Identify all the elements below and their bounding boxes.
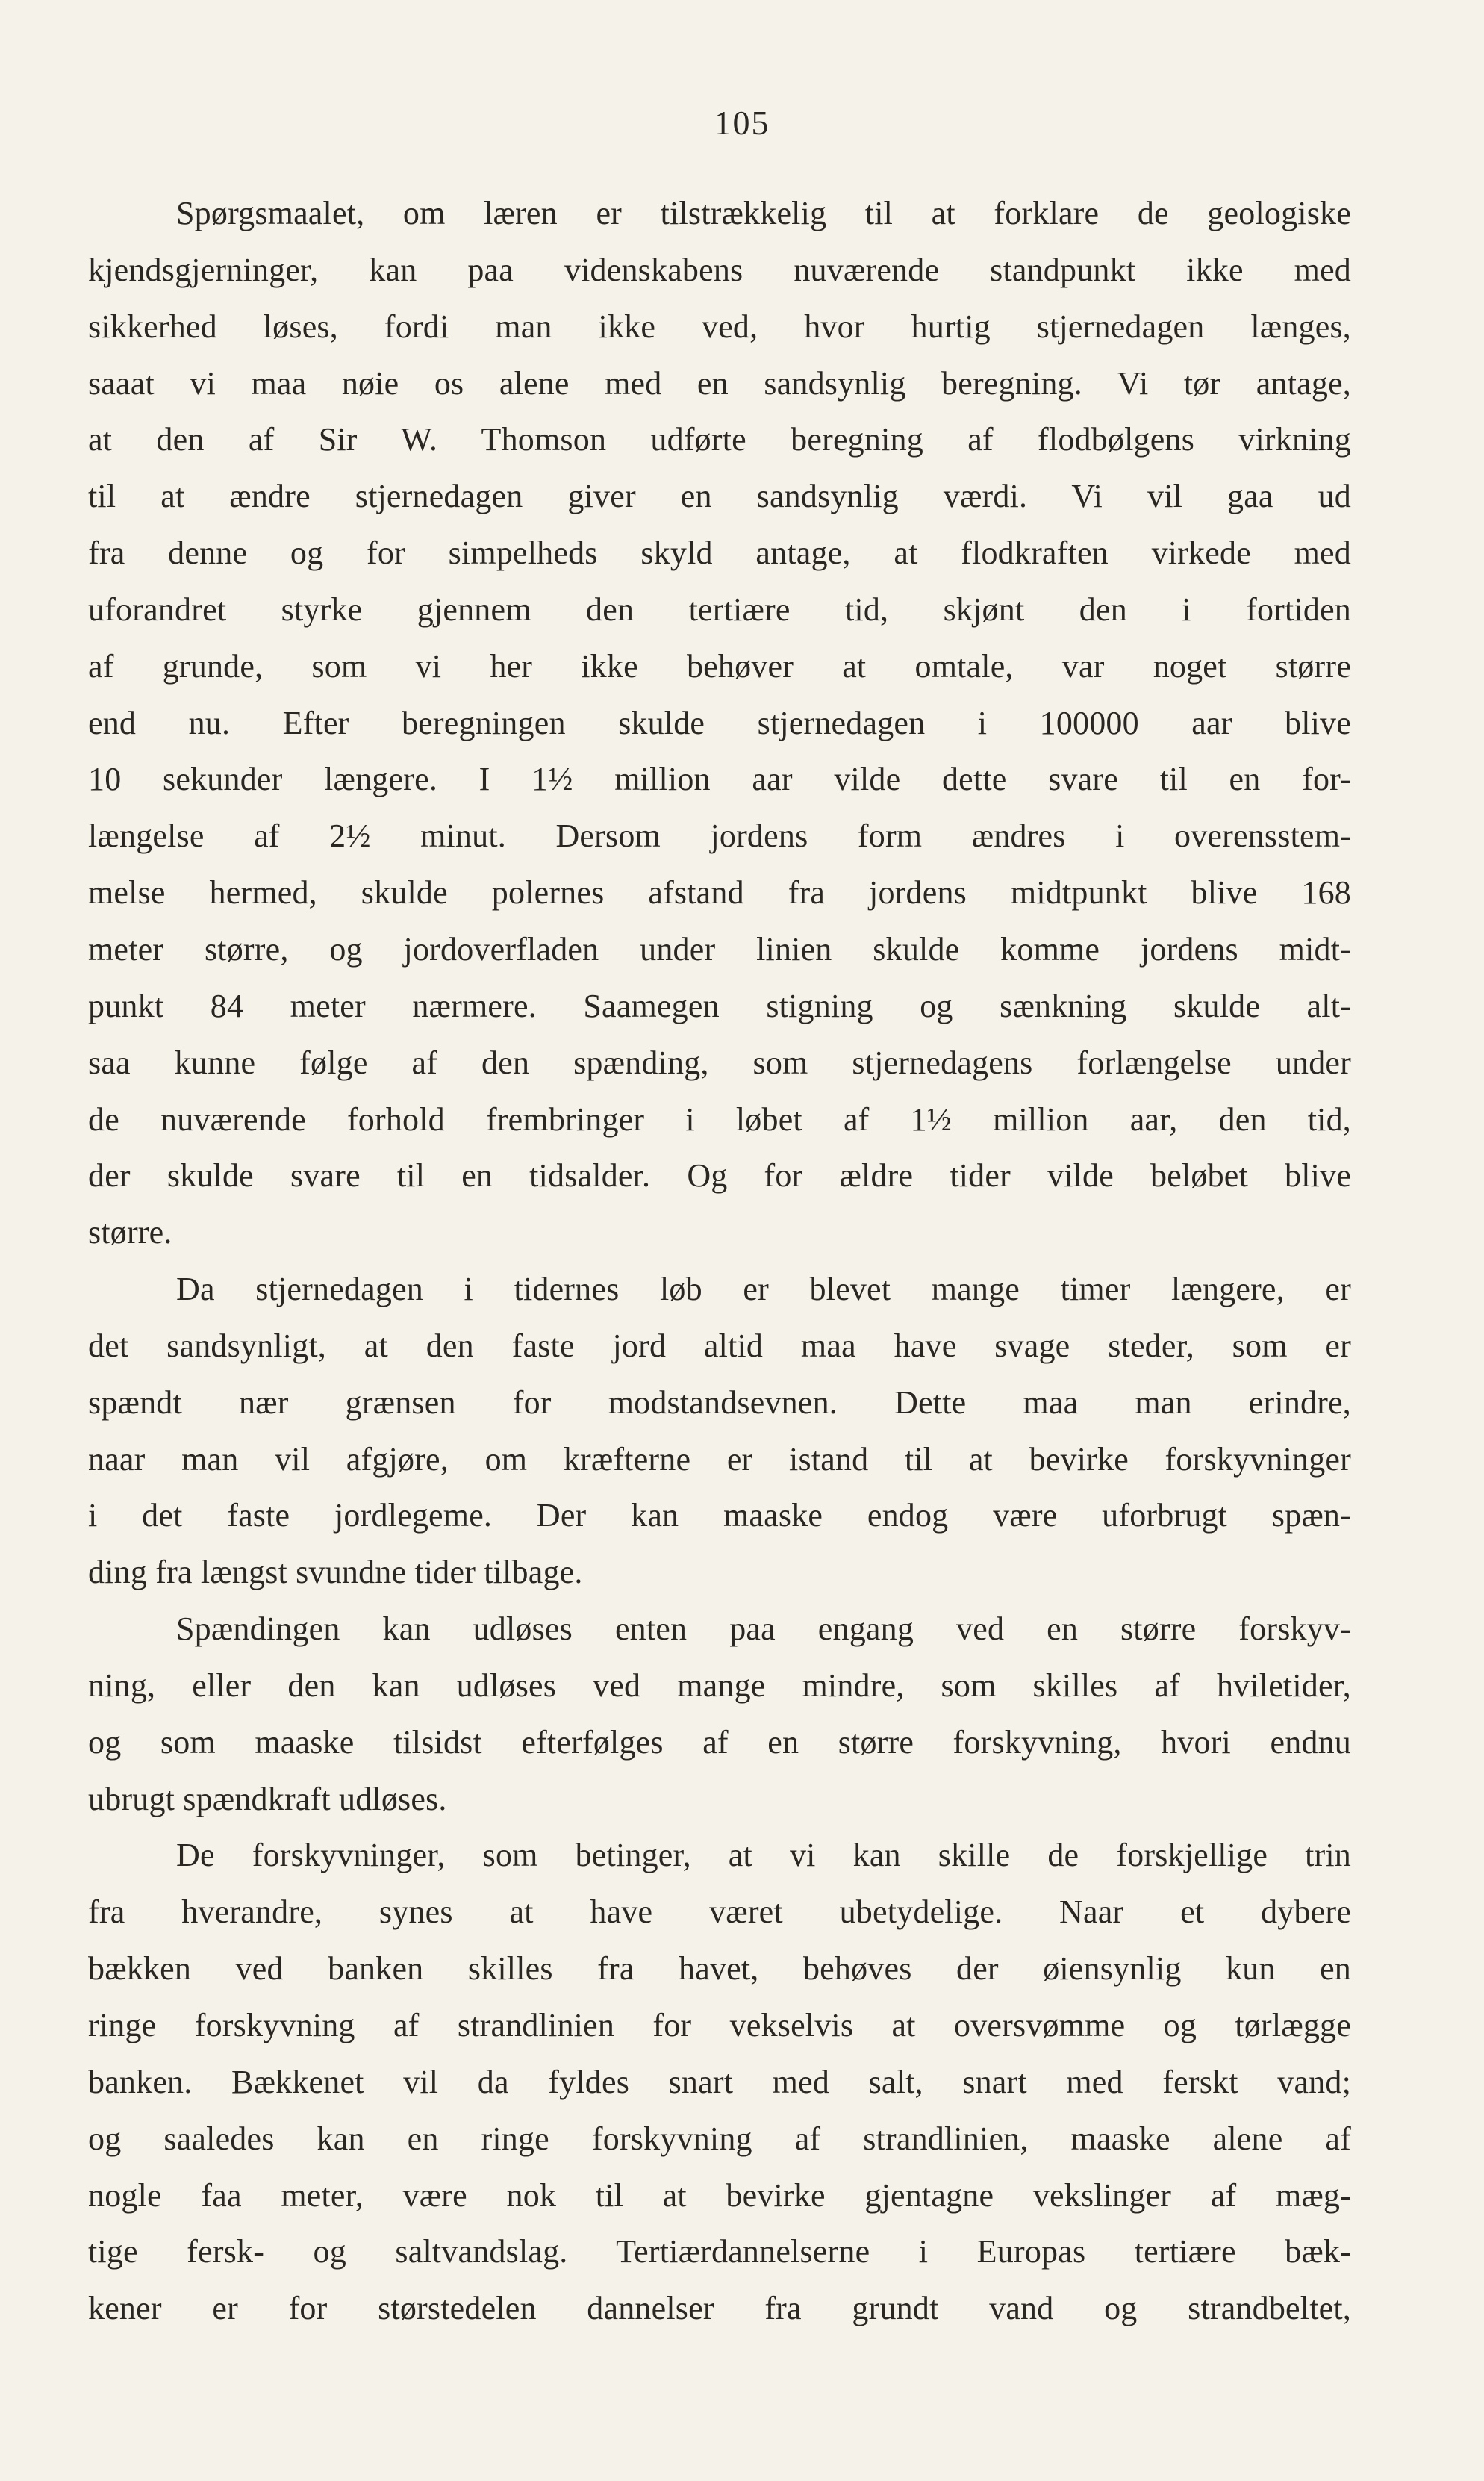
text-line: Spørgsmaalet, om læren er tilstrækkelig til at forklare de geologiske (176, 195, 1351, 231)
text-line: uforandret styrke gjennem den tertiære tid, skjønt den i fortiden (88, 591, 1351, 628)
text-line: nogle faa meter, være nok til at bevirke gjentagne vekslinger af mæg- (88, 2176, 1351, 2214)
text-line: bækken ved banken skilles fra havet, behøves der øiensynlig kun en (88, 1950, 1351, 1987)
text-line: de nuværende forhold frembringer i løbet af 1½ million aar, den tid, (88, 1101, 1351, 1138)
text-line: at den af Sir W. Thomson udførte beregning af flodbølgens virkning (88, 421, 1351, 458)
text-line: til at ændre stjernedagen giver en sandsynlig værdi. Vi vil gaa ud (88, 478, 1351, 515)
text-line: og som maaske tilsidst efterfølges af en større forskyvning, hvori endnu (88, 1723, 1351, 1761)
text-line: fra denne og for simpelheds skyld antage, at flodkraften virkede med (88, 535, 1351, 572)
text-line: fra hverandre, synes at have været ubetydelige. Naar et dybere (88, 1893, 1351, 1931)
text-line: længelse af 2½ minut. Dersom jordens form ændres i overensstem- (88, 818, 1351, 855)
text-line: ubrugt spændkraft udløses. (88, 1780, 447, 1817)
text-line: banken. Bækkenet vil da fyldes snart med salt, snart med ferskt vand; (88, 2063, 1351, 2100)
text-line: saaat vi maa nøie os alene med en sandsynlig beregning. Vi tør antage, (88, 364, 1351, 402)
text-line: større. (88, 1214, 172, 1251)
text-line: tige fersk- og saltvandslag. Tertiærdannelserne i Europas tertiære bæk- (88, 2233, 1351, 2270)
text-line: 10 sekunder længere. I 1½ million aar vilde dette svare til en for- (88, 761, 1351, 798)
text-line: meter større, og jordoverfladen under linien skulde komme jordens midt- (88, 930, 1351, 968)
text-line: De forskyvninger, som betinger, at vi kan skille de forskjellige trin (176, 1837, 1351, 1874)
text-line: ning, eller den kan udløses ved mange mindre, som skilles af hviletider, (88, 1666, 1351, 1704)
text-line: i det faste jordlegeme. Der kan maaske endog være uforbrugt spæn- (88, 1497, 1351, 1534)
text-line: melse hermed, skulde polernes afstand fra jordens midtpunkt blive 168 (88, 874, 1351, 912)
text-line: Spændingen kan udløses enten paa engang ved en større forskyv- (176, 1610, 1351, 1648)
text-line: naar man vil afgjøre, om kræfterne er istand til at bevirke forskyvninger (88, 1440, 1351, 1478)
text-line: det sandsynligt, at den faste jord altid maa have svage steder, som er (88, 1327, 1351, 1364)
text-line: der skulde svare til en tidsalder. Og for ældre tider vilde beløbet blive (88, 1157, 1351, 1195)
text-line: ringe forskyvning af strandlinien for vekselvis at oversvømme og tørlægge (88, 2007, 1351, 2043)
text-line: og saaledes kan en ringe forskyvning af strandlinien, maaske alene af (88, 2120, 1351, 2157)
text-line: Da stjernedagen i tidernes løb er blevet mange timer længere, er (176, 1271, 1351, 1308)
text-line: kjendsgjerninger, kan paa videnskabens nuværende standpunkt ikke med (88, 251, 1351, 288)
text-line: af grunde, som vi her ikke behøver at omtale, var noget større (88, 647, 1351, 685)
text-line: spændt nær grænsen for modstandsevnen. Dette maa man erindre, (88, 1383, 1351, 1421)
text-line: end nu. Efter beregningen skulde stjernedagen i 100000 aar blive (88, 704, 1351, 741)
text-line: saa kunne følge af den spænding, som stjernedagens forlængelse under (88, 1044, 1351, 1081)
text-line: ding fra længst svundne tider tilbage. (88, 1554, 583, 1591)
text-line: kener er for størstedelen dannelser fra grundt vand og strandbeltet, (88, 2290, 1351, 2327)
text-line: punkt 84 meter nærmere. Saamegen stigning og sænkning skulde alt- (88, 987, 1351, 1024)
page-number: 105 (714, 104, 770, 142)
text-line: sikkerhed løses, fordi man ikke ved, hvor hurtig stjernedagen længes, (88, 308, 1351, 345)
body-text (88, 185, 1351, 2337)
